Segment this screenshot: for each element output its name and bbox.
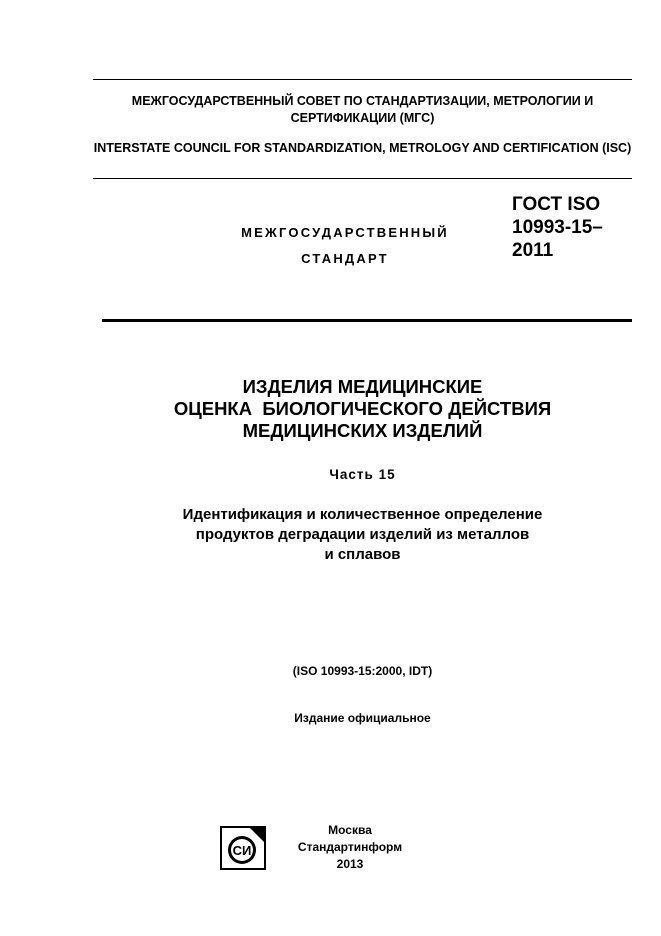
publisher-name: Стандартинформ: [297, 840, 403, 854]
document-title: [93, 376, 632, 442]
standard-label-line1: МЕЖГОСУДАРСТВЕННЫЙ: [241, 225, 449, 240]
logo-lettering: СИ: [232, 843, 252, 858]
logo-emblem-icon: [222, 828, 264, 868]
subtitle-line2: продуктов деградации изделий из металлов: [195, 526, 530, 543]
subtitle-line3: и сплавов: [324, 546, 401, 563]
publisher-city: Москва: [328, 823, 372, 837]
subtitle-line1: Идентификация и количественное определение: [182, 506, 543, 523]
thick-rule: [102, 319, 632, 322]
council-name-en: INTERSTATE COUNCIL FOR STANDARDIZATION, METROLOGY AND CERTIFICATION (ISC): [93, 141, 632, 155]
header-rule: [93, 178, 632, 179]
gost-line1: ГОСТ ISO: [512, 194, 601, 215]
document-subtitle: [93, 505, 632, 565]
council-name-ru: МЕЖГОСУДАРСТВЕННЫЙ СОВЕТ ПО СТАНДАРТИЗАЦИИ, МЕТРОЛОГИИ И СЕРТИФИКАЦИИ (МГС): [131, 94, 594, 125]
standard-label-line2: СТАНДАРТ: [301, 251, 389, 266]
edition-label: Издание официальное: [294, 711, 431, 725]
standartinform-logo: [220, 826, 266, 870]
title-line2: ОЦЕНКА БИОЛОГИЧЕСКОГО ДЕЙСТВИЯ: [173, 398, 552, 419]
gost-designation: [512, 193, 603, 262]
title-line1: ИЗДЕЛИЯ МЕДИЦИНСКИЕ: [242, 376, 483, 397]
part-number: Часть 15: [329, 467, 396, 482]
title-line3: МЕДИЦИНСКИХ ИЗДЕЛИЙ: [242, 420, 483, 441]
publisher-year: 2013: [336, 857, 364, 871]
gost-line3: 2011: [512, 240, 554, 261]
iso-reference: (ISO 10993-15:2000, IDT): [292, 664, 433, 678]
gost-line2: 10993-15–: [512, 217, 603, 238]
publisher-info: [290, 822, 410, 873]
top-rule: [93, 79, 632, 80]
